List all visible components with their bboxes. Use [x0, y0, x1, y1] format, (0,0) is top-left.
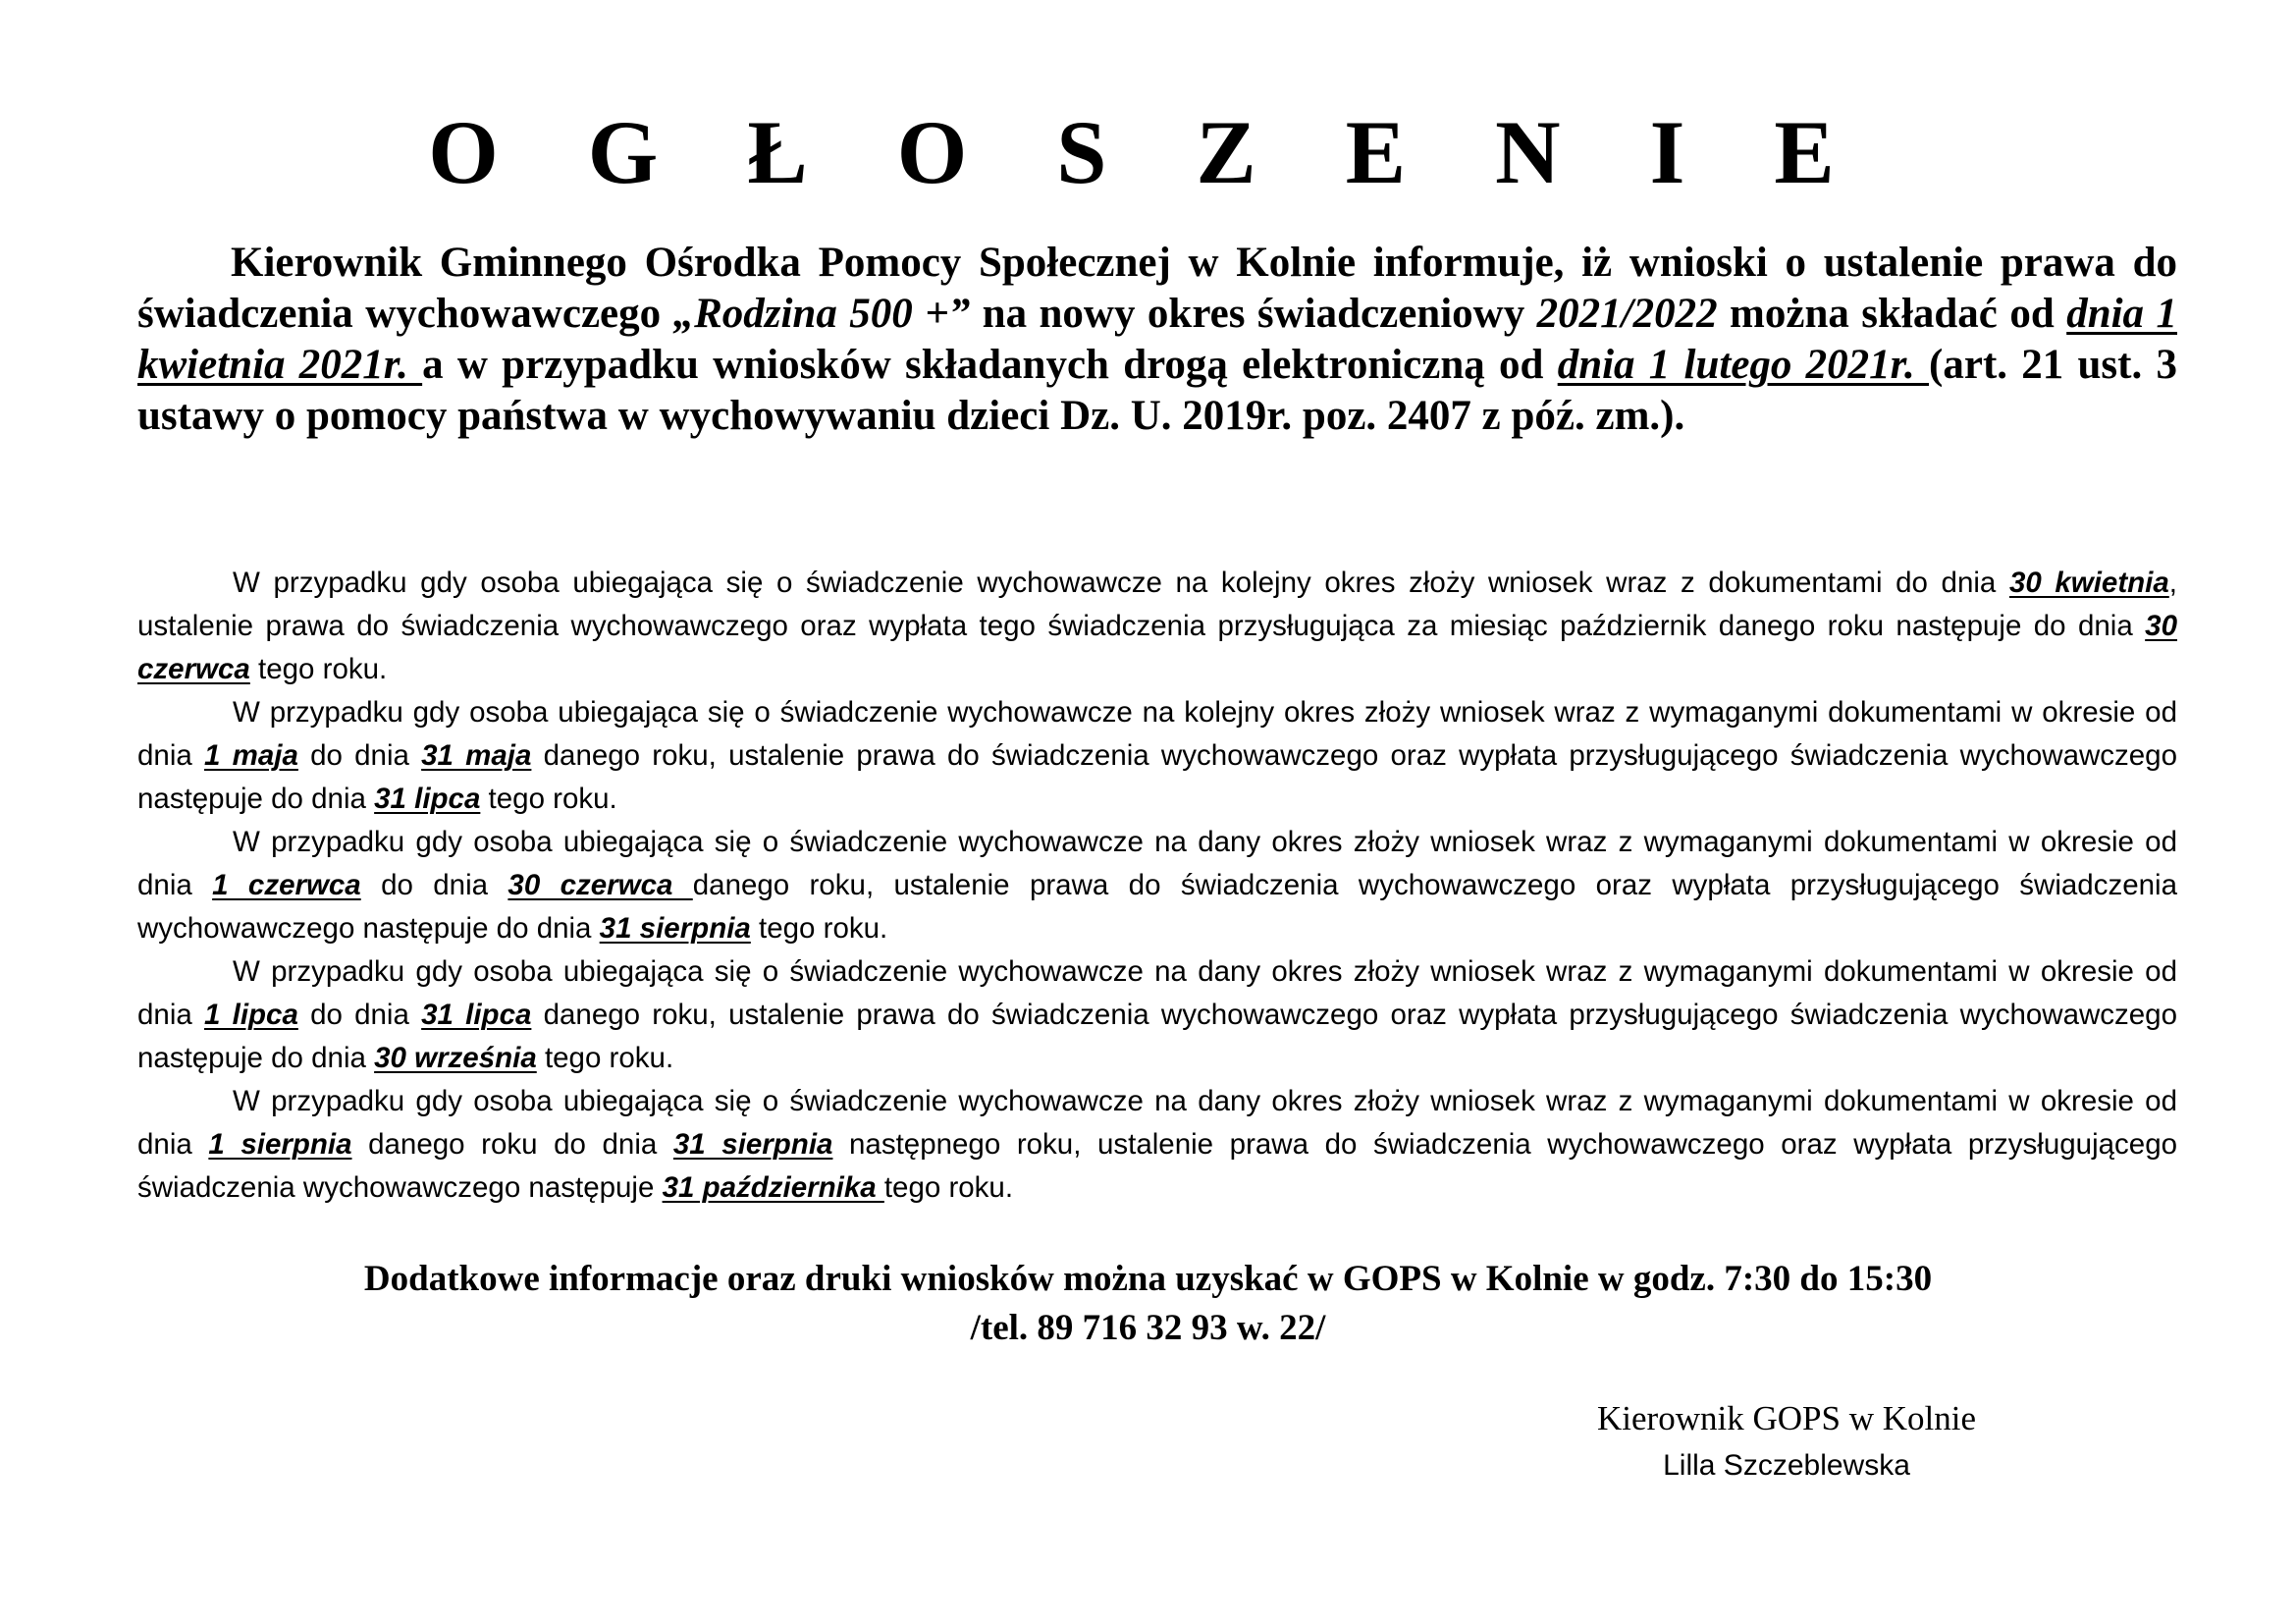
- electronic-start-date: dnia 1 lutego 2021r.: [1557, 342, 1930, 388]
- period-start-date: 1 czerwca: [212, 869, 361, 901]
- intro-paragraph: [137, 238, 2177, 442]
- intro-text-3: można składać od: [1717, 291, 2067, 337]
- paragraph-text: tego roku.: [480, 783, 617, 815]
- contact-info: [0, 1255, 2296, 1353]
- payment-deadline: 31 lipca: [374, 783, 481, 815]
- payment-deadline: 31 października: [662, 1171, 884, 1204]
- office-hours-line: Dodatkowe informacje oraz druki wniosków można uzyskać w GOPS w Kolnie w godz. 7:30 do 15:30: [363, 1259, 1933, 1299]
- deadline-paragraph-5: [137, 1080, 2177, 1210]
- period-end-date: 31 lipca: [421, 999, 532, 1031]
- paragraph-text: następnego roku, ustalenie prawa do świadczenia wychowawczego oraz wypłata przysługującego świadczenia wychowawczego następuje: [137, 1128, 2178, 1204]
- signature-block: [1512, 1394, 2061, 1489]
- paragraph-text: , ustalenie prawa do świadczenia wychowawczego oraz wypłata tego świadczenia przysługująca za miesiąc październik danego roku następuje do dnia: [137, 567, 2177, 642]
- deadline-paragraph-4: [137, 950, 2177, 1080]
- paragraph-text: danego roku, ustalenie prawa do świadczenia wychowawczego oraz wypłata przysługującego świadczenia wychowawczego następuje do dnia: [137, 999, 2177, 1074]
- submission-deadline: 30 kwietnia: [2008, 567, 2169, 599]
- deadlines-section: [137, 562, 2177, 1210]
- signatory-role: Kierownik GOPS w Kolnie: [1597, 1399, 1976, 1437]
- period-start-date: 1 maja: [204, 739, 298, 772]
- page-title: O G Ł O S Z E N I E: [428, 102, 1868, 202]
- program-name: „Rodzina 500 +”: [672, 291, 971, 337]
- intro-text-5: (art. 21 ust. 3 ustawy o pomocy państwa w wychowywaniu dzieci Dz. U. 2019r. poz. 2407 z póź. zm.).: [137, 342, 2177, 439]
- intro-text-4: a w przypadku wniosków składanych drogą elektroniczną od: [422, 342, 1558, 388]
- paragraph-text: do dnia: [297, 739, 422, 772]
- period-start-date: 1 lipca: [204, 999, 298, 1031]
- paragraph-text: danego roku, ustalenie prawa do świadczenia wychowawczego oraz wypłata przysługującego świadczenia wychowawczego następuje do dnia: [137, 869, 2177, 945]
- period-end-date: 31 maja: [421, 739, 532, 772]
- period-end-date: 30 czerwca: [507, 869, 693, 901]
- period-start-date: 1 sierpnia: [208, 1128, 352, 1161]
- paragraph-text: tego roku.: [883, 1171, 1014, 1204]
- paragraph-text: do dnia: [297, 999, 422, 1031]
- paragraph-text: W przypadku gdy osoba ubiegająca się o świadczenie wychowawcze na dany okres złoży wniosek wraz z wymaganymi dokumentami w okresie od dnia: [137, 826, 2177, 901]
- benefit-period: 2021/2022: [1536, 291, 1718, 337]
- phone-line: /tel. 89 716 32 93 w. 22/: [970, 1308, 1326, 1348]
- paragraph-text: tego roku.: [249, 653, 388, 685]
- deadline-paragraph-1: [137, 562, 2177, 691]
- paragraph-text: danego roku, ustalenie prawa do świadczenia wychowawczego oraz wypłata przysługującego świadczenia wychowawczego następuje do dnia: [137, 739, 2177, 815]
- paragraph-text: tego roku.: [536, 1042, 674, 1074]
- period-end-date: 31 sierpnia: [672, 1128, 833, 1161]
- payment-deadline: 31 sierpnia: [599, 912, 751, 945]
- intro-text-2: na nowy okres świadczeniowy: [970, 291, 1537, 337]
- intro-text-1: Kierownik Gminnego Ośrodka Pomocy Społecznej w Kolnie informuje, iż wnioski o ustalenie prawa do świadczenia wychowawczego: [137, 240, 2177, 337]
- paragraph-text: danego roku do dnia: [351, 1128, 673, 1161]
- paragraph-text: W przypadku gdy osoba ubiegająca się o świadczenie wychowawcze na dany okres złoży wniosek wraz z wymaganymi dokumentami w okresie od dnia: [137, 955, 2177, 1031]
- paragraph-text: W przypadku gdy osoba ubiegająca się o świadczenie wychowawcze na kolejny okres złoży wniosek wraz z wymaganymi dokumentami w okresie od dnia: [137, 696, 2177, 772]
- payment-deadline: 30 czerwca: [137, 610, 2177, 685]
- paragraph-text: do dnia: [360, 869, 508, 901]
- paper-start-date: dnia 1 kwietnia 2021r.: [137, 291, 2177, 388]
- paragraph-text: tego roku.: [750, 912, 888, 945]
- paragraph-text: W przypadku gdy osoba ubiegająca się o świadczenie wychowawcze na kolejny okres złoży wniosek wraz z dokumentami do dnia: [233, 567, 2009, 599]
- payment-deadline: 30 września: [374, 1042, 537, 1074]
- deadline-paragraph-3: [137, 821, 2177, 950]
- signatory-name: Lilla Szczeblewska: [1663, 1449, 1910, 1482]
- paragraph-text: W przypadku gdy osoba ubiegająca się o świadczenie wychowawcze na dany okres złoży wniosek wraz z wymaganymi dokumentami w okresie od dnia: [137, 1085, 2177, 1161]
- deadline-paragraph-2: [137, 691, 2177, 821]
